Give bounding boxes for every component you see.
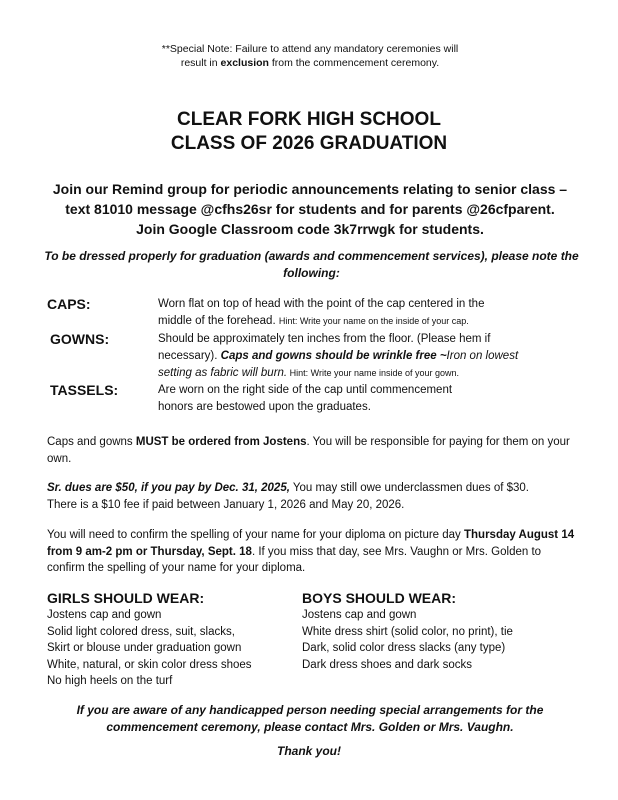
diploma-prefix: You will need to confirm the spelling of your name for your diploma on picture day <box>47 529 464 541</box>
special-note-emphasis: exclusion <box>220 57 269 69</box>
list-item: Skirt or blouse under graduation gown <box>47 642 242 654</box>
jostens-prefix: Caps and gowns <box>47 436 136 448</box>
gowns-label: GOWNS: <box>50 331 110 347</box>
remind-line-1: Join our Remind group for periodic announcements relating to senior class – <box>52 181 568 197</box>
caps-line-1: Worn flat on top of head with the point of the cap centered in the <box>158 298 485 310</box>
list-item: No high heels on the turf <box>47 675 173 687</box>
page-title <box>0 108 618 156</box>
remind-line-3: Join Google Classroom code 3k7rrwgk for students. <box>136 221 484 237</box>
list-item: Dark, solid color dress slacks (any type) <box>302 642 506 654</box>
list-item: Jostens cap and gown <box>302 609 417 621</box>
title-class: CLASS OF 2026 GRADUATION <box>170 133 448 154</box>
title-school: CLEAR FORK HIGH SCHOOL <box>177 109 441 130</box>
diploma-paragraph <box>47 527 577 577</box>
dues-paragraph <box>47 480 577 513</box>
list-item: Dark dress shoes and dark socks <box>302 658 473 671</box>
tassels-line-2: honors are bestowed upon the graduates. <box>158 401 371 413</box>
caps-label: CAPS: <box>47 296 91 312</box>
gowns-hint: Hint: Write your name inside of your gown. <box>287 368 460 378</box>
gowns-wrinkle-free: Caps and gowns should be wrinkle free ~ <box>220 350 447 362</box>
special-note-text: **Special Note: Failure to attend any mandatory ceremonies will result in <box>161 43 459 69</box>
gowns-line-1: Should be approximately ten inches from the floor. (Please hem if <box>158 333 491 345</box>
dues-underclassmen: You may still owe underclassmen dues of $30. <box>289 482 530 494</box>
jostens-suffix: . You will be responsible for paying for them on your own. <box>47 436 570 465</box>
gowns-description <box>158 331 558 382</box>
diploma-suffix: . If you miss that day, see Mrs. Vaughn or Mrs. Golden to confirm the spelling of your name for your diploma. <box>47 545 542 574</box>
caps-description <box>158 296 558 330</box>
dues-amount: Sr. dues are $50, if you pay by Dec. 31, 2025, <box>47 482 290 494</box>
gowns-iron-note: Iron on lowest <box>446 350 519 362</box>
tassels-label: TASSELS: <box>50 382 119 398</box>
remind-line-2: text 81010 message @cfhs26sr for students and for parents @26cfparent. <box>65 201 555 217</box>
gowns-fabric-warning: setting as fabric will burn. <box>158 367 288 379</box>
tassels-line-1: Are worn on the right side of the cap until commencement <box>158 384 453 396</box>
gowns-line-2: necessary). <box>158 350 221 362</box>
remind-announcement <box>30 179 590 239</box>
girls-heading: GIRLS SHOULD WEAR: <box>47 590 205 606</box>
list-item: Jostens cap and gown <box>47 609 162 621</box>
girls-list <box>47 607 297 690</box>
jostens-paragraph <box>47 434 577 467</box>
boys-heading: BOYS SHOULD WEAR: <box>302 590 456 606</box>
diploma-picture-day: Thursday August 14 from 9 am-2 pm or Thursday, Sept. 18 <box>47 529 575 558</box>
dues-late-fee: There is a $10 fee if paid between January 1, 2026 and May 20, 2026. <box>47 498 405 511</box>
list-item: Solid light colored dress, suit, slacks, <box>47 625 235 638</box>
special-note-suffix: from the commencement ceremony. <box>268 57 440 69</box>
tassels-description <box>158 382 558 416</box>
caps-line-2: middle of the forehead. <box>158 315 279 327</box>
list-item: White dress shirt (solid color, no print), tie <box>302 625 513 638</box>
boys-list <box>302 607 582 673</box>
jostens-must-order: MUST be ordered from Jostens <box>135 436 307 448</box>
thank-you: Thank you! <box>276 744 341 758</box>
dress-instructions: To be dressed properly for graduation (awards and commencement services), please note the following: <box>44 249 579 280</box>
caps-hint: Hint: Write your name on the inside of your cap. <box>278 316 469 326</box>
list-item: White, natural, or skin color dress shoes <box>47 658 252 671</box>
special-note <box>150 42 470 70</box>
closing-note: If you are aware of any handicapped person needing special arrangements for the commencement ceremony, please contact Mrs. Golden or Mrs. Vaughn. <box>76 703 544 734</box>
